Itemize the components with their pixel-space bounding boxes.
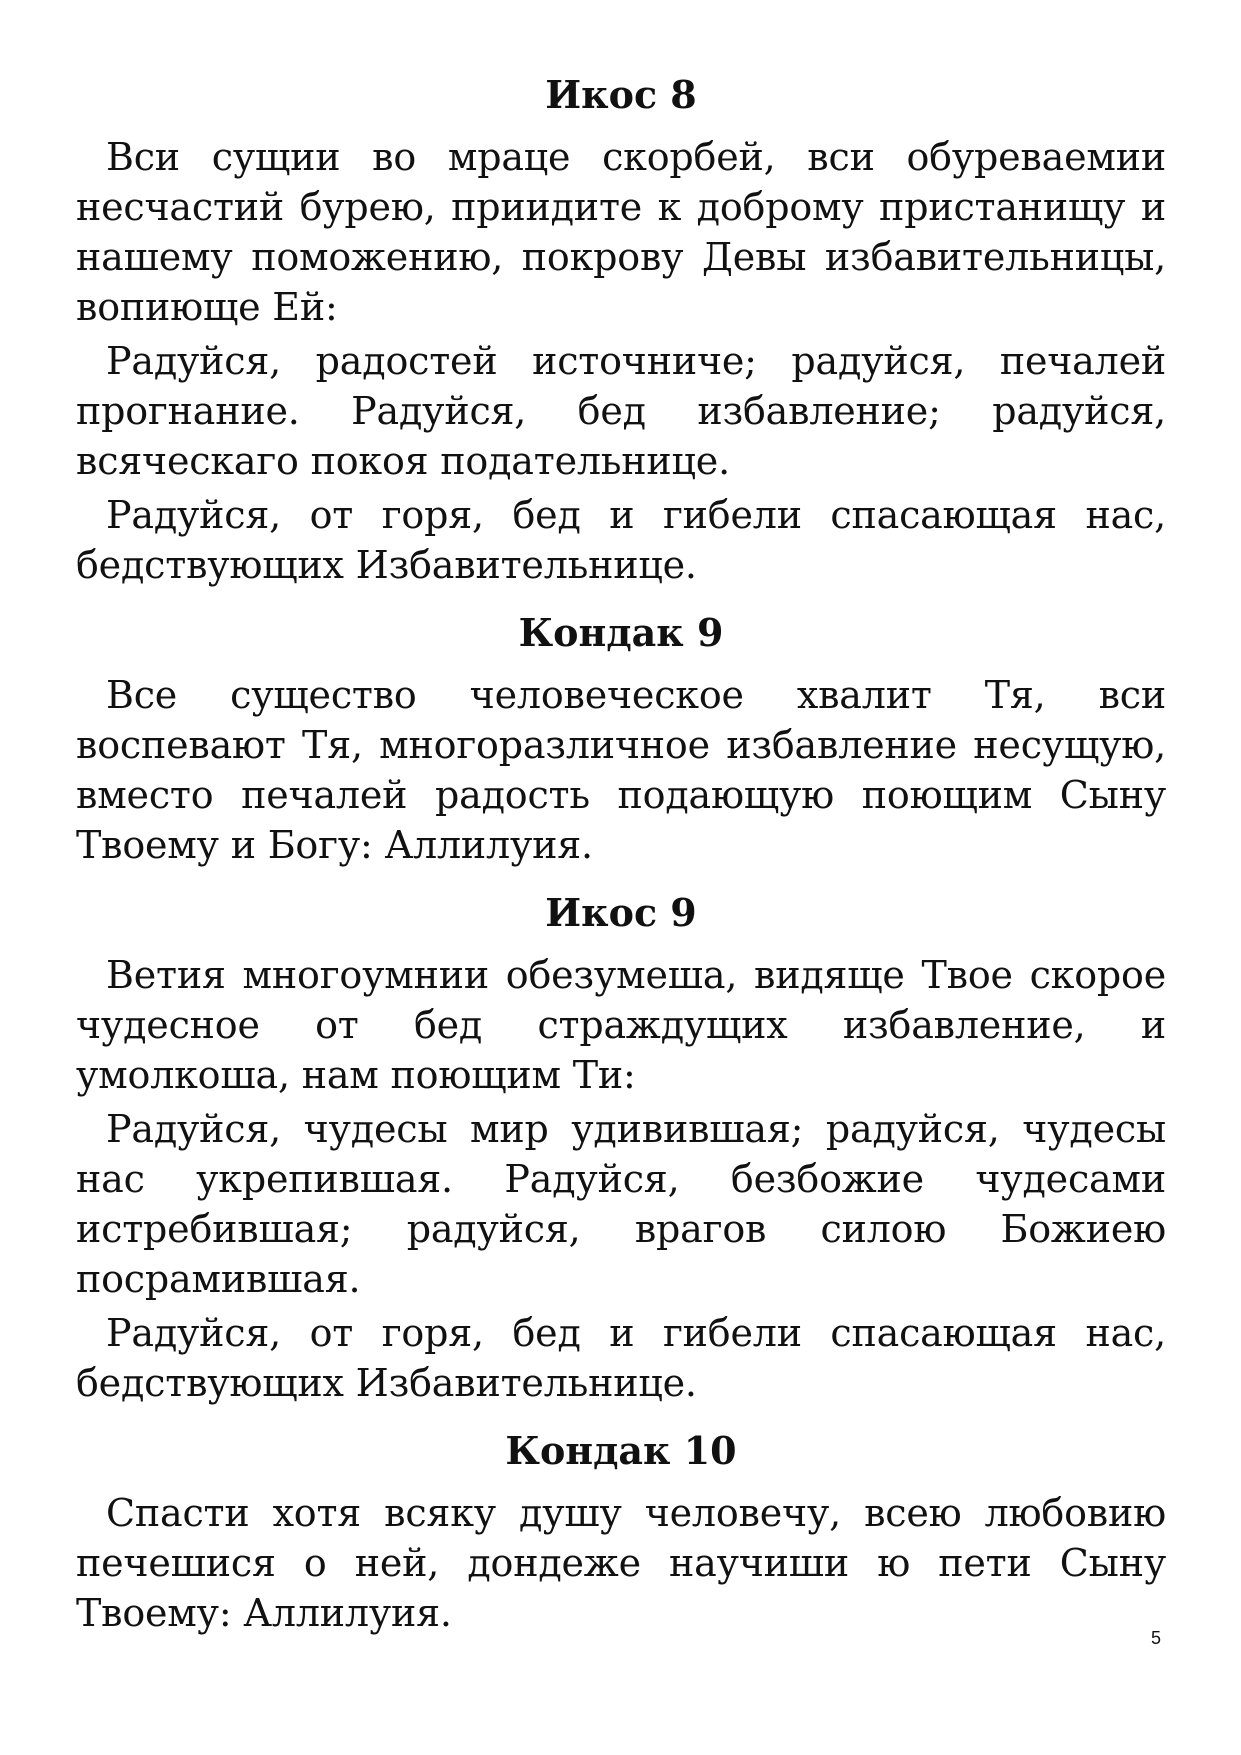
paragraph: Вси сущии во мраце скорбей, вси обуреваемии несчастий бурею, приидите к доброму пристанищу и нашему поможению, покрову Девы избавительницы, вопиюще Ей: [76, 135, 1166, 329]
section-spacer [76, 874, 1166, 888]
section-kondak-9 [76, 608, 1166, 870]
paragraph: Радуйся, чудесы мир удивившая; радуйся, чудесы нас укрепившая. Радуйся, безбожие чудесами истребившая; радуйся, врагов силою Божиею посрамившая. [76, 1107, 1166, 1301]
paragraph: Все существо человеческое хвалит Тя, вси воспевают Тя, многоразличное избавление несущую, вместо печалей радость подающую поющим Сыну Твоему и Богу: Аллилуия. [76, 673, 1166, 867]
section-heading: Кондак 9 [518, 610, 724, 655]
paragraph: Радуйся, от горя, бед и гибели спасающая нас, бедствующих Избавительнице. [76, 1311, 1166, 1405]
paragraph: Ветия многоумнии обезумеша, видяще Твое скорое чудесное от бед страждущих избавление, и умолкоша, нам поющим Ти: [76, 953, 1166, 1097]
document-page [76, 70, 1166, 1642]
paragraph: Спасти хотя всяку душу человечу, всею любовию печешися о ней, дондеже научиши ю пети Сыну Твоему: Аллилуия. [76, 1491, 1166, 1635]
section-heading: Икос 9 [545, 890, 697, 935]
section-ikos-8 [76, 70, 1166, 590]
paragraph: Радуйся, радостей источниче; радуйся, печалей прогнание. Радуйся, бед избавление; радуйся, всяческаго покоя подательнице. [76, 339, 1166, 483]
page-number: 5 [1150, 1628, 1161, 1648]
section-heading: Икос 8 [545, 72, 697, 117]
section-spacer [76, 594, 1166, 608]
paragraph: Радуйся, от горя, бед и гибели спасающая нас, бедствующих Избавительнице. [76, 493, 1166, 587]
section-spacer [76, 1412, 1166, 1426]
section-kondak-10 [76, 1426, 1166, 1638]
section-heading: Кондак 10 [505, 1428, 737, 1473]
section-ikos-9 [76, 888, 1166, 1408]
